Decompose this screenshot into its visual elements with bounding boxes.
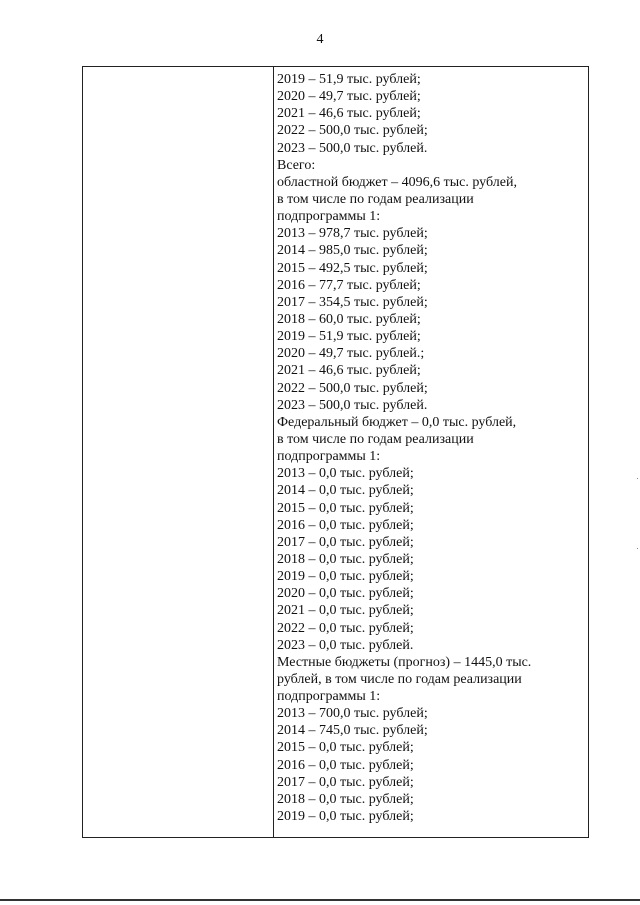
table-text-line: 2017 – 0,0 тыс. рублей; bbox=[277, 534, 414, 550]
table-text-line: 2016 – 0,0 тыс. рублей; bbox=[277, 517, 414, 533]
table-text-line: 2021 – 46,6 тыс. рублей; bbox=[277, 363, 421, 379]
table-text-line: 2021 – 0,0 тыс. рублей; bbox=[277, 603, 414, 619]
table-text-line: 2019 – 51,9 тыс. рублей; bbox=[277, 72, 421, 87]
table-text-line: областной бюджет – 4096,6 тыс. рублей, bbox=[277, 174, 517, 190]
budget-table bbox=[82, 66, 589, 838]
table-text-line: 2020 – 49,7 тыс. рублей.; bbox=[277, 346, 425, 362]
table-text-line: 2019 – 51,9 тыс. рублей; bbox=[277, 329, 421, 345]
table-text-line: 2014 – 985,0 тыс. рублей; bbox=[277, 243, 428, 259]
table-left-cell bbox=[83, 67, 273, 837]
table-text-line: 2016 – 0,0 тыс. рублей; bbox=[277, 757, 414, 773]
table-text-line: 2018 – 0,0 тыс. рублей; bbox=[277, 551, 414, 567]
table-text-line: 2015 – 0,0 тыс. рублей; bbox=[277, 500, 414, 516]
table-text-line: 2015 – 492,5 тыс. рублей; bbox=[277, 260, 428, 276]
table-text-line: 2015 – 0,0 тыс. рублей; bbox=[277, 740, 414, 756]
table-text-line: 2014 – 0,0 тыс. рублей; bbox=[277, 483, 414, 499]
table-text-line: 2020 – 0,0 тыс. рублей; bbox=[277, 586, 414, 602]
table-text-line: 2014 – 745,0 тыс. рублей; bbox=[277, 723, 428, 739]
page-number: 4 bbox=[316, 32, 324, 47]
table-text-line: 2013 – 700,0 тыс. рублей; bbox=[277, 706, 428, 722]
table-text-line: 2022 – 500,0 тыс. рублей; bbox=[277, 380, 428, 396]
table-text-line: 2023 – 500,0 тыс. рублей. bbox=[277, 397, 428, 413]
page-bottom-rule bbox=[0, 899, 640, 901]
table-text-line: подпрограммы 1: bbox=[277, 689, 381, 705]
table-text-line: 2018 – 0,0 тыс. рублей; bbox=[277, 791, 414, 807]
table-text-line: Местные бюджеты (прогноз) – 1445,0 тыс. bbox=[277, 654, 532, 670]
table-text-line: 2018 – 60,0 тыс. рублей; bbox=[277, 311, 421, 327]
table-text-line: 2013 – 0,0 тыс. рублей; bbox=[277, 466, 414, 482]
table-text-line: Федеральный бюджет – 0,0 тыс. рублей, bbox=[277, 414, 517, 430]
table-text-line: 2022 – 500,0 тыс. рублей; bbox=[277, 123, 428, 139]
table-text-line: подпрограммы 1: bbox=[277, 449, 381, 465]
column-divider bbox=[273, 67, 274, 837]
table-text-line: подпрограммы 1: bbox=[277, 209, 381, 225]
table-text-line: в том числе по годам реализации bbox=[277, 191, 474, 207]
table-text-line: 2017 – 0,0 тыс. рублей; bbox=[277, 774, 414, 790]
table-text-line: 2020 – 49,7 тыс. рублей; bbox=[277, 89, 421, 105]
table-text-line: в том числе по годам реализации bbox=[277, 431, 474, 447]
table-text-line: 2021 – 46,6 тыс. рублей; bbox=[277, 106, 421, 122]
table-text-line: рублей, в том числе по годам реализации bbox=[277, 671, 522, 687]
table-text-line: Всего: bbox=[277, 157, 316, 173]
table-right-cell bbox=[275, 71, 587, 825]
table-text-line: 2019 – 0,0 тыс. рублей; bbox=[277, 569, 414, 585]
table-text-line: 2023 – 500,0 тыс. рублей. bbox=[277, 140, 428, 156]
table-text-line: 2013 – 978,7 тыс. рублей; bbox=[277, 226, 428, 242]
table-text-line: 2023 – 0,0 тыс. рублей. bbox=[277, 637, 414, 653]
table-text-line: 2022 – 0,0 тыс. рублей; bbox=[277, 620, 414, 636]
table-text-line: 2019 – 0,0 тыс. рублей; bbox=[277, 809, 414, 825]
scan-artifact-dot bbox=[637, 548, 638, 549]
table-text-line: 2016 – 77,7 тыс. рублей; bbox=[277, 277, 421, 293]
table-text-line: 2017 – 354,5 тыс. рублей; bbox=[277, 294, 428, 310]
scan-artifact-dot bbox=[637, 478, 638, 479]
